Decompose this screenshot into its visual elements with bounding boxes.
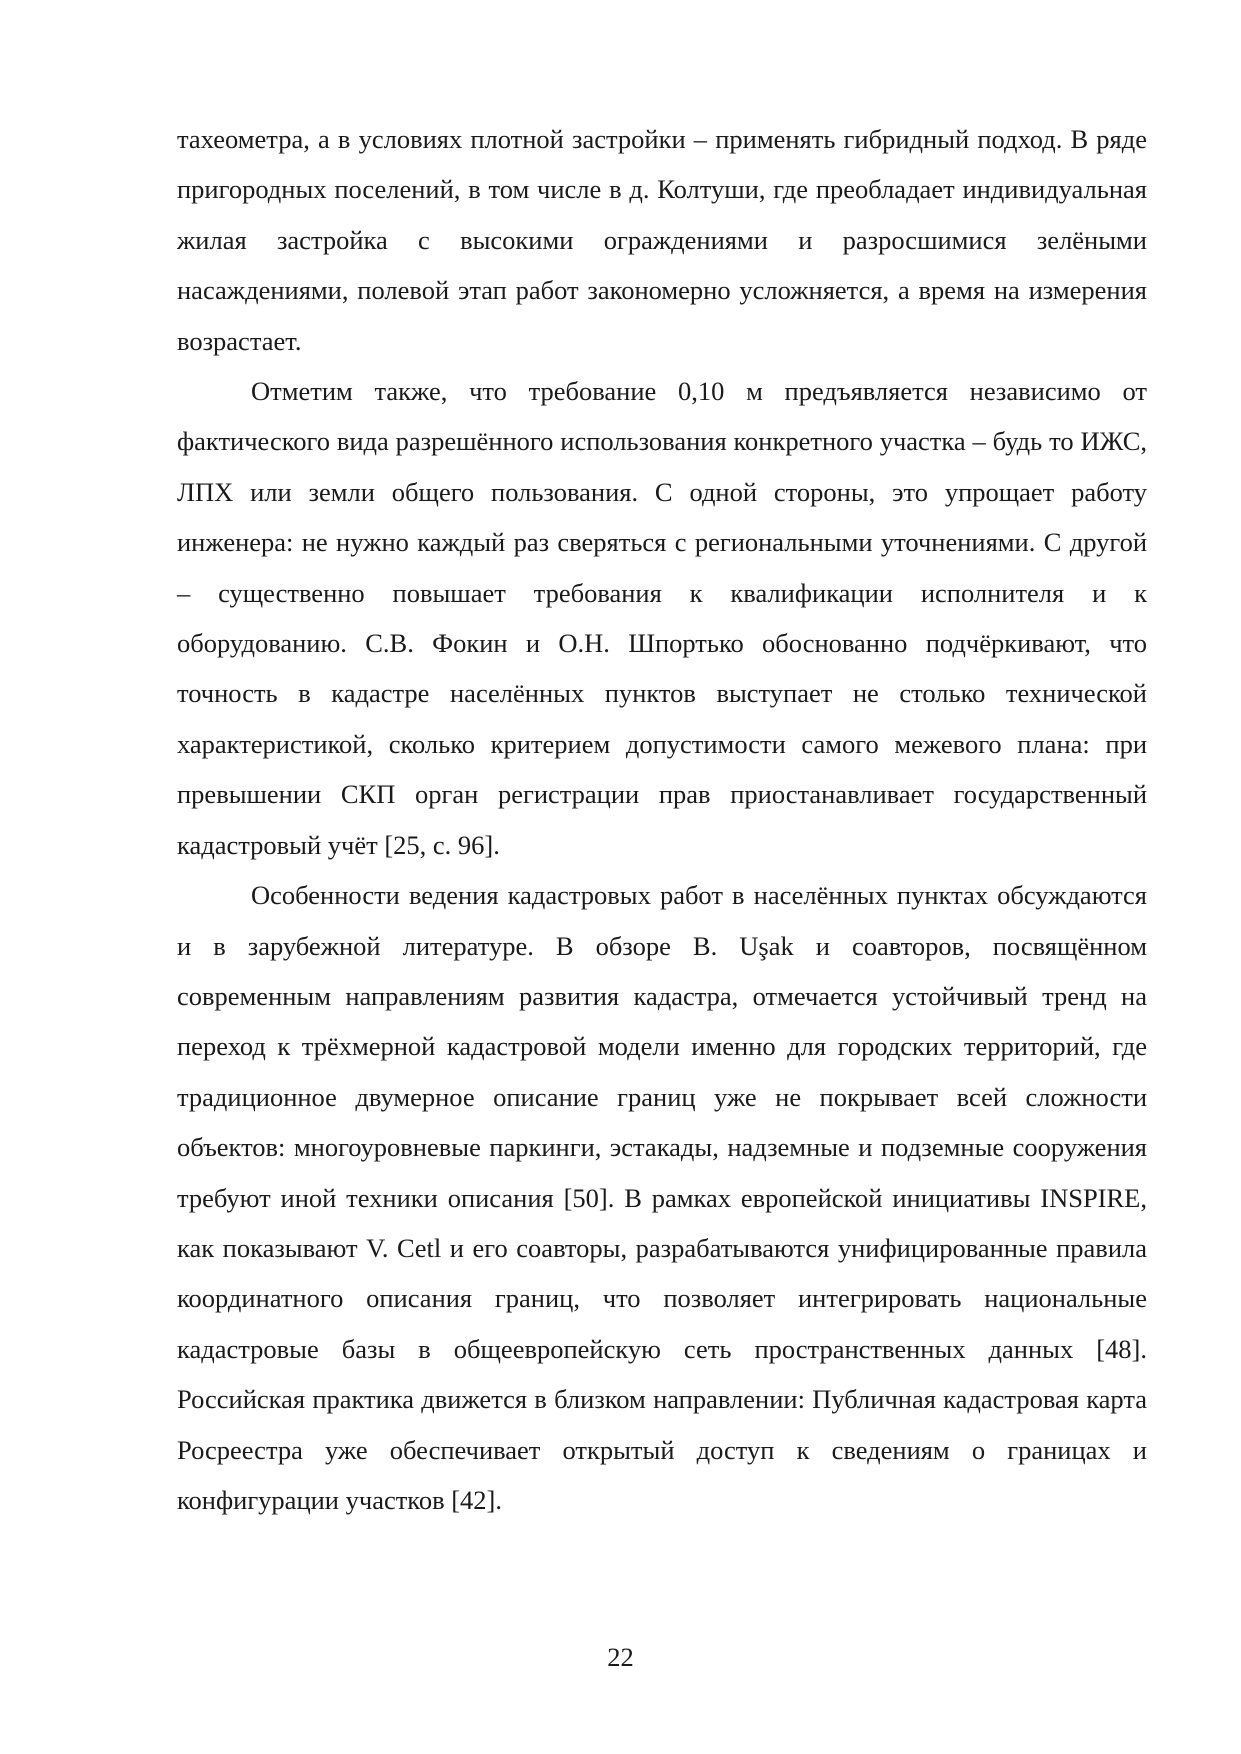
paragraph-accuracy-requirement: Отметим также, что требование 0,10 м предъявляется независимо от фактического вида разрешённого использования конкретного участка – будь то ИЖС, ЛПХ или земли общего пользования. С одной стороны, это упрощает работу инженера: не нужно каждый раз сверяться с региональными уточнениями. С другой – существенно повышает требования к квалификации исполнителя и к оборудованию. С.В. Фокин и О.Н. Шпортько обоснованно подчёркивают, что точность в кадастре населённых пунктов выступает не столько технической характеристикой, сколько критерием допустимости самого межевого плана: при превышении СКП орган регистрации прав приостанавливает государственный кадастровый учёт [25, с. 96]. xyxy=(177,376,1147,860)
document-body xyxy=(177,114,1147,1525)
paragraph-continuation: тахеометра, а в условиях плотной застройки – применять гибридный подход. В ряде пригородных поселений, в том числе в д. Колтуши, где преобладает индивидуальная жилая застройка с высокими ограждениями и разросшимися зелёными насаждениями, полевой этап работ закономерно усложняется, а время на измерения возрастает. xyxy=(177,124,1147,356)
paragraph-foreign-literature: Особенности ведения кадастровых работ в населённых пунктах обсуждаются и в зарубежной литературе. В обзоре B. Uşak и соавторов, посвящённом современным направлениям развития кадастра, отмечается устойчивый тренд на переход к трёхмерной кадастровой модели именно для городских территорий, где традиционное двумерное описание границ уже не покрывает всей сложности объектов: многоуровневые паркинги, эстакады, надземные и подземные сооружения требуют иной техники описания [50]. В рамках европейской инициативы INSPIRE, как показывают V. Cetl и его соавторы, разрабатываются унифицированные правила координатного описания границ, что позволяет интегрировать национальные кадастровые базы в общеевропейскую сеть пространственных данных [48]. Российская практика движется в близком направлении: Публичная кадастровая карта Росреестра уже обеспечивает открытый доступ к сведениям о границах и конфигурации участков [42]. xyxy=(177,880,1147,1515)
page-number: 22 xyxy=(607,1642,634,1672)
